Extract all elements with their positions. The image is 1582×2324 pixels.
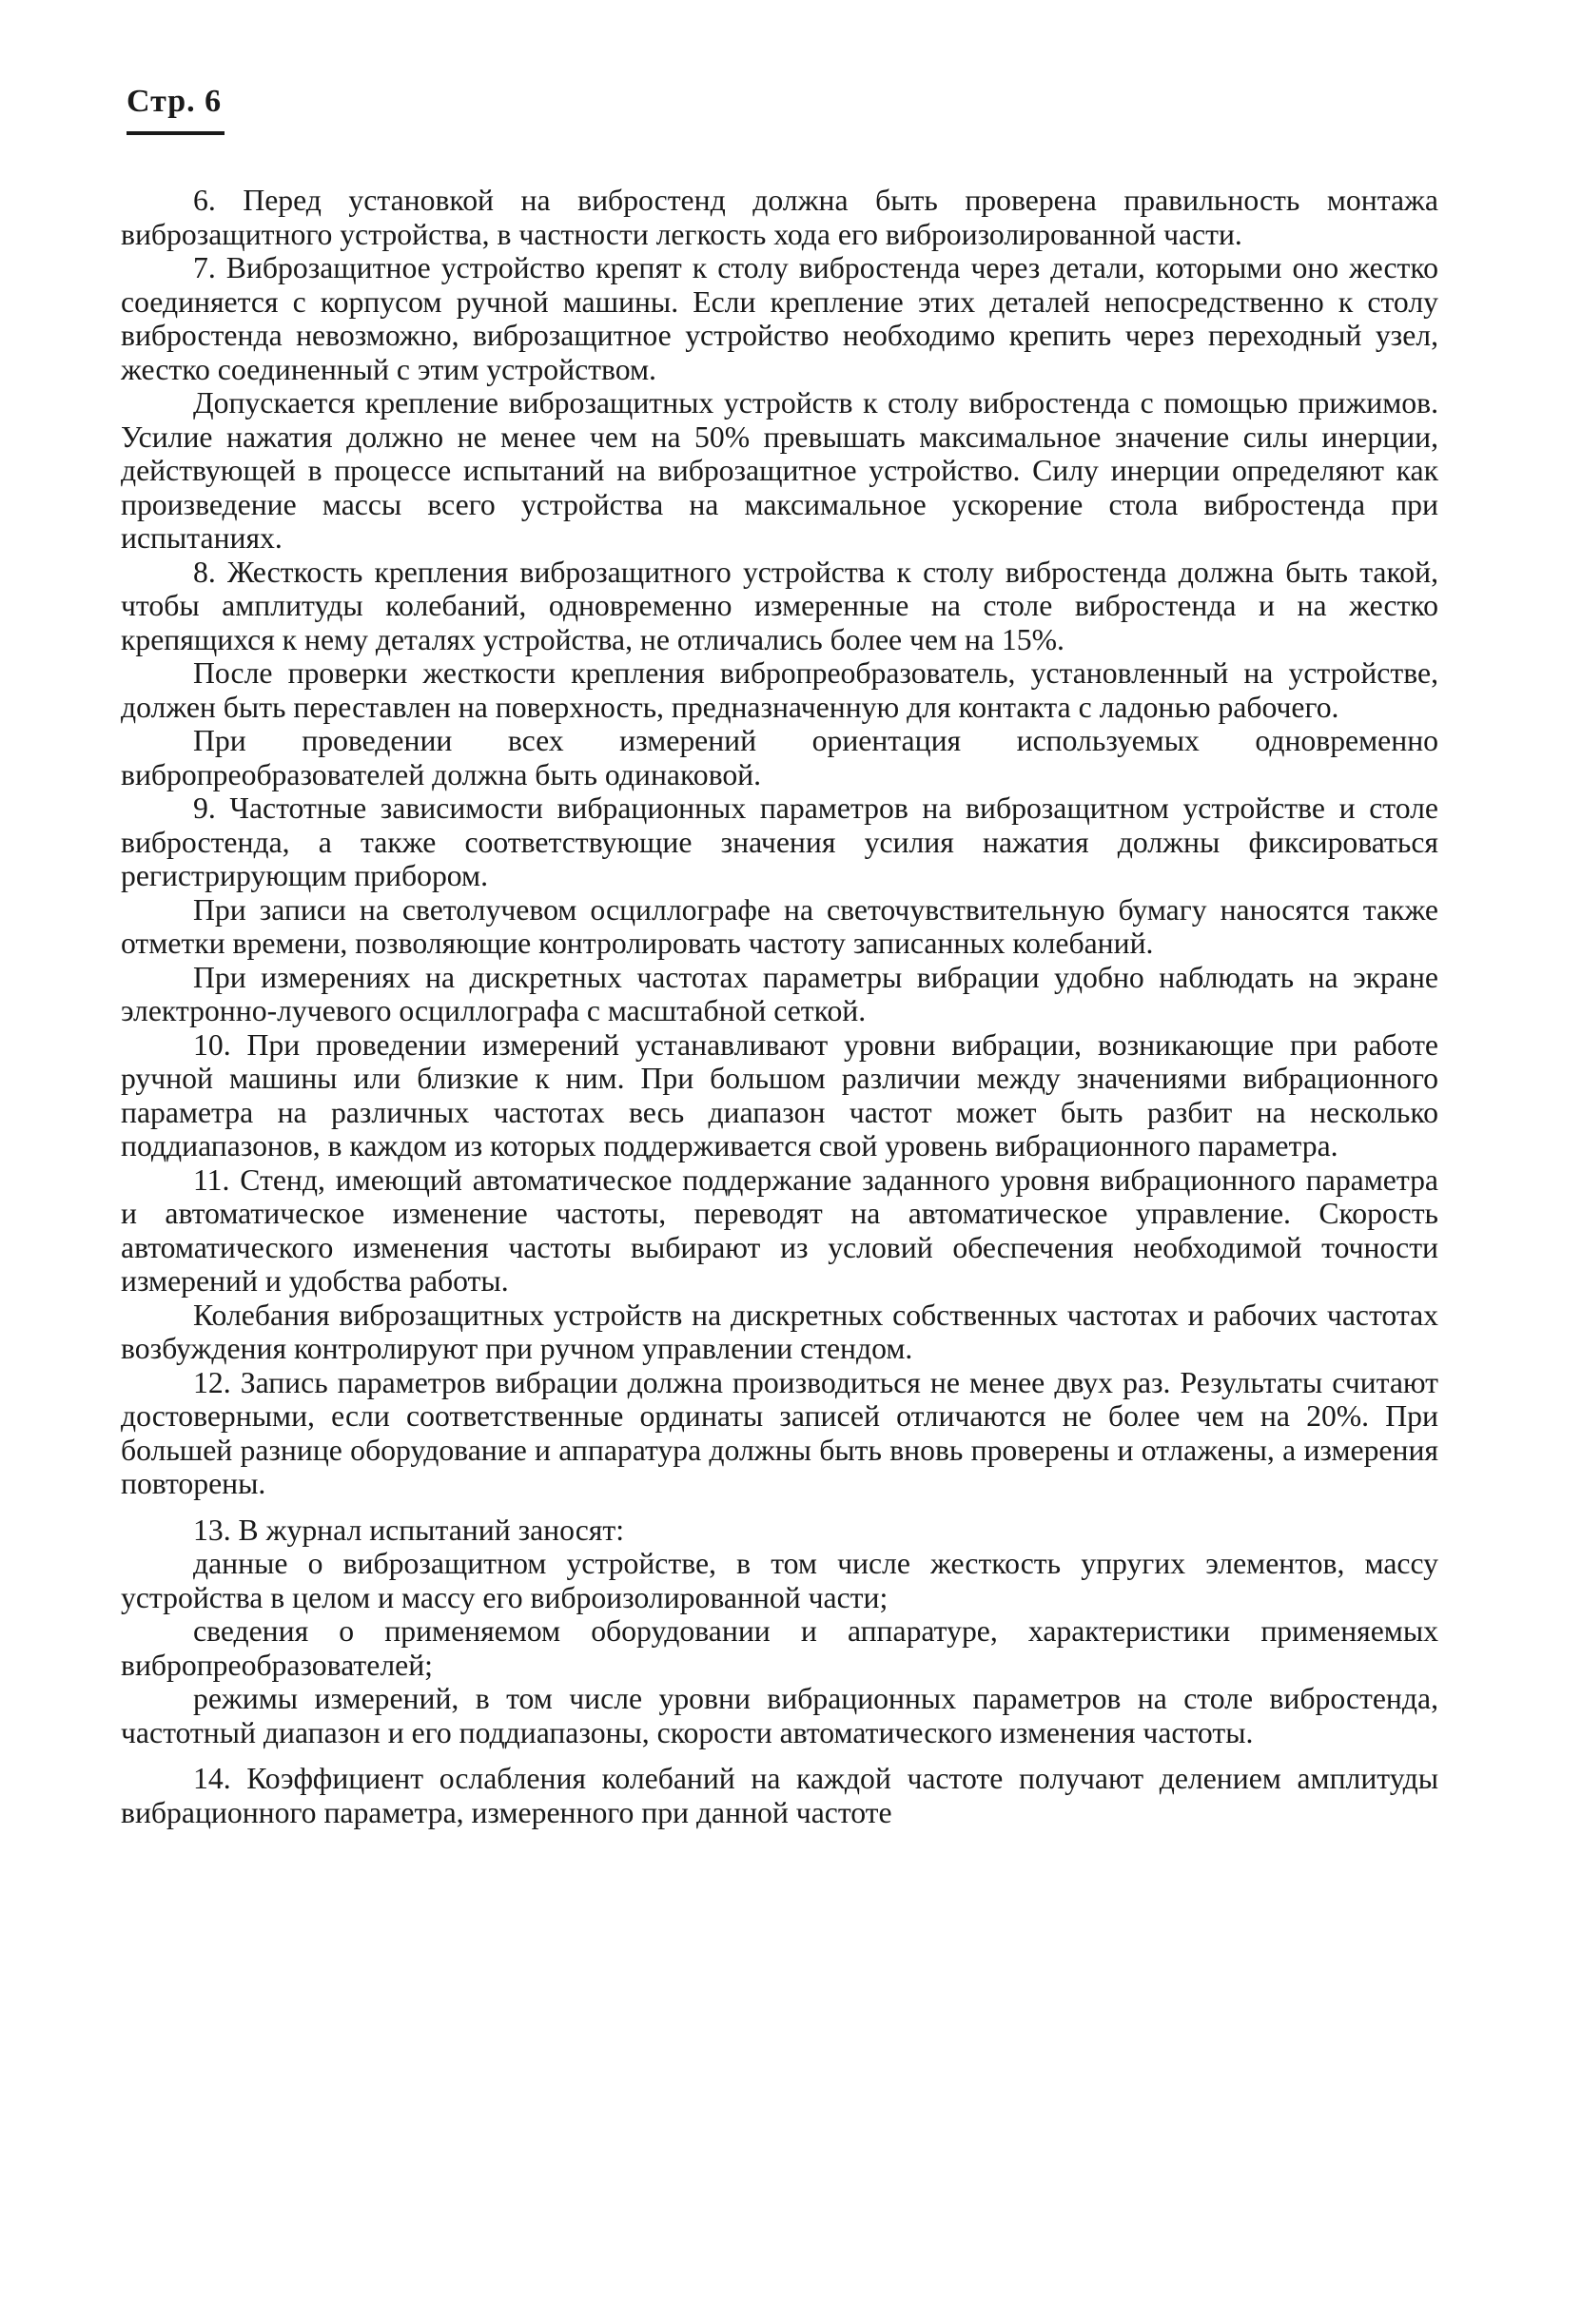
page-number-underline — [127, 131, 225, 135]
paragraph-item-10: 10. При проведении измерений устанавливают уровни вибрации, возникающие при работе ручной машины или близкие к ним. При большом различии между значениями вибрационного параметра на различных частотах весь диапазон частот может быть разбит на несколько поддиапазонов, в каждом из которых поддерживается свой уровень вибрационного параметра. — [121, 1027, 1438, 1162]
paragraph-item-12: 12. Запись параметров вибрации должна производиться не менее двух раз. Результаты считают достоверными, если соответственные ординаты записей отличаются не более чем на 20%. При большей разнице оборудование и аппаратура должны быть вновь проверены и отлажены, а измерения повторены. — [121, 1365, 1438, 1500]
page-number: Стр. 6 — [127, 84, 223, 119]
paragraph-item-11-manual: Колебания виброзащитных устройств на дискретных собственных частотах и рабочих частотах возбуждения контролируют при ручном управлении стендом. — [121, 1298, 1438, 1365]
paragraph-item-8-orientation: При проведении всех измерений ориентация используемых одновременно вибропреобразователей должна быть одинаковой. — [121, 724, 1438, 791]
paragraph-item-13-equipment: сведения о применяемом оборудовании и аппаратуре, характеристики применяемых вибропреобразователей; — [121, 1614, 1438, 1682]
paragraph-item-11: 11. Стенд, имеющий автоматическое поддержание заданного уровня вибрационного параметра и автоматическое изменение частоты, переводят на автоматическое управление. Скорость автоматического изменения частоты выбирают из условий обеспечения необходимой точности измерений и удобства работы. — [121, 1162, 1438, 1298]
paragraph-item-13-modes: режимы измерений, в том числе уровни вибрационных параметров на столе вибростенда, частотный диапазон и его поддиапазоны, скорости автоматического изменения частоты. — [121, 1682, 1438, 1749]
paragraph-item-9-discrete: При измерениях на дискретных частотах параметры вибрации удобно наблюдать на экране электронно-лучевого осциллографа с масштабной сеткой. — [121, 960, 1438, 1027]
paragraph-item-6: 6. Перед установкой на вибростенд должна быть проверена правильность монтажа виброзащитного устройства, в частности легкость хода его виброизолированной части. — [121, 184, 1438, 251]
paragraph-item-7-clamps: Допускается крепление виброзащитных устройств к столу вибростенда с помощью прижимов. Усилие нажатия должно не менее чем на 50% превышать максимальное значение силы инерции, действующей в процессе испытаний на виброзащитное устройство. Силу инерции определяют как произведение массы всего устройства на максимальное ускорение стола вибростенда при испытаниях. — [121, 386, 1438, 555]
paragraph-item-8: 8. Жесткость крепления виброзащитного устройства к столу вибростенда должна быть такой, чтобы амплитуды колебаний, одновременно измеренные на столе вибростенда и на жестко крепящихся к нему деталях устройства, не отличались более чем на 15%. — [121, 555, 1438, 656]
paragraph-item-7: 7. Виброзащитное устройство крепят к столу вибростенда через детали, которыми оно жестко соединяется с корпусом ручной машины. Если крепление этих деталей непосредственно к столу вибростенда невозможно, виброзащитное устройство необходимо крепить через переходный узел, жестко соединенный с этим устройством. — [121, 251, 1438, 386]
paragraph-item-14: 14. Коэффициент ослабления колебаний на каждой частоте получают делением амплитуды вибрационного параметра, измеренного при данной частоте — [121, 1762, 1438, 1829]
paragraph-item-9-oscillograph: При записи на светолучевом осциллографе на светочувствительную бумагу наносятся также отметки времени, позволяющие контролировать частоту записанных колебаний. — [121, 892, 1438, 960]
paragraph-item-8-sensor: После проверки жесткости крепления вибропреобразователь, установленный на устройстве, должен быть переставлен на поверхность, предназначенную для контакта с ладонью рабочего. — [121, 656, 1438, 724]
paragraph-item-13-device-data: данные о виброзащитном устройстве, в том числе жесткость упругих элементов, массу устройства в целом и массу его виброизолированной части; — [121, 1547, 1438, 1614]
paragraph-item-13: 13. В журнал испытаний заносят: — [193, 1513, 625, 1547]
paragraph-item-9: 9. Частотные зависимости вибрационных параметров на виброзащитном устройстве и столе вибростенда, а также соответствующие значения усилия нажатия должны фиксироваться регистрирующим прибором. — [121, 791, 1438, 892]
document-body — [121, 184, 1438, 1829]
